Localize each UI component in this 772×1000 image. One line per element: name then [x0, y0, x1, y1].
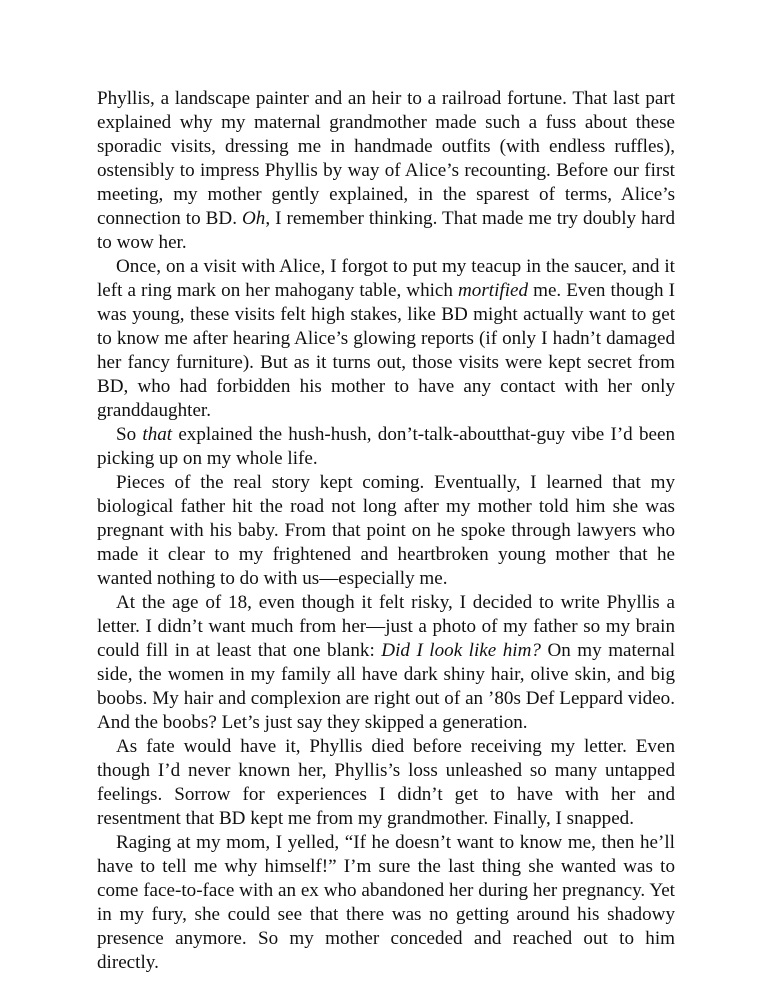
paragraph-2-italic: mortified [458, 280, 529, 301]
paragraph-5-italic: Did I look like him? [381, 640, 541, 661]
paragraph-2-text: Once, on a visit with Alice, I forgot to put my teacup in the saucer, and it left a ring mark on her mahogany table, which [97, 256, 675, 301]
paragraph-1-text: , I remember thinking. That made me try doubly hard to wow her. [97, 208, 675, 253]
page-body [97, 87, 675, 975]
paragraph-2-text: me. Even though I was young, these visits felt high stakes, like BD might actually want to get to know me after hearing Alice’s glowing reports (if only I hadn’t damaged her fancy furniture). But as it turns out, those visits were kept secret from BD, who had forbidden his mother to have any contact with her only granddaughter. [97, 280, 676, 421]
paragraph-3-italic: that [142, 424, 173, 445]
paragraph-5 [97, 591, 675, 735]
paragraph-6 [97, 735, 675, 831]
paragraph-2 [97, 255, 675, 423]
paragraph-1-italic: Oh [242, 208, 266, 229]
paragraph-6-text: As fate would have it, Phyllis died before receiving my letter. Even though I’d never known her, Phyllis’s loss unleashed so many untapped feelings. Sorrow for experiences I didn’t get to have with her and resentment that BD kept me from my grandmother. Finally, I snapped. [97, 736, 675, 829]
paragraph-5-text: On my maternal side, the women in my family all have dark shiny hair, olive skin, and big boobs. My hair and complexion are right out of an ’80s Def Leppard video. And the boobs? Let’s just say they skipped a generation. [97, 640, 675, 733]
paragraph-3-text: explained the hush-hush, don’t-talk-aboutthat-guy vibe I’d been picking up on my whole life. [97, 424, 675, 469]
paragraph-3-text: So [116, 424, 143, 445]
paragraph-3 [97, 423, 675, 471]
paragraph-7-text: Raging at my mom, I yelled, “If he doesn’t want to know me, then he’ll have to tell me why himself!” I’m sure the last thing she wanted was to come face-to-face with an ex who abandoned her during her pregnancy. Yet in my fury, she could see that there was no getting around his shadowy presence anymore. So my mother conceded and reached out to him directly. [97, 832, 675, 973]
paragraph-7 [97, 831, 675, 975]
paragraph-4-text: Pieces of the real story kept coming. Eventually, I learned that my biological father hit the road not long after my mother told him she was pregnant with his baby. From that point on he spoke through lawyers who made it clear to my frightened and heartbroken young mother that he wanted nothing to do with us—especially me. [97, 472, 675, 589]
paragraph-1-text: Phyllis, a landscape painter and an heir to a railroad fortune. That last part explained why my maternal grandmother made such a fuss about these sporadic visits, dressing me in handmade outfits (with endless ruffles), ostensibly to impress Phyllis by way of Alice’s recounting. Before our first meeting, my mother gently explained, in the sparest of terms, Alice’s connection to BD. [97, 88, 675, 229]
paragraph-1 [97, 87, 675, 255]
paragraph-4 [97, 471, 675, 591]
paragraph-5-text: At the age of 18, even though it felt risky, I decided to write Phyllis a letter. I didn’t want much from her—just a photo of my father so my brain could fill in at least that one blank: [97, 592, 675, 661]
